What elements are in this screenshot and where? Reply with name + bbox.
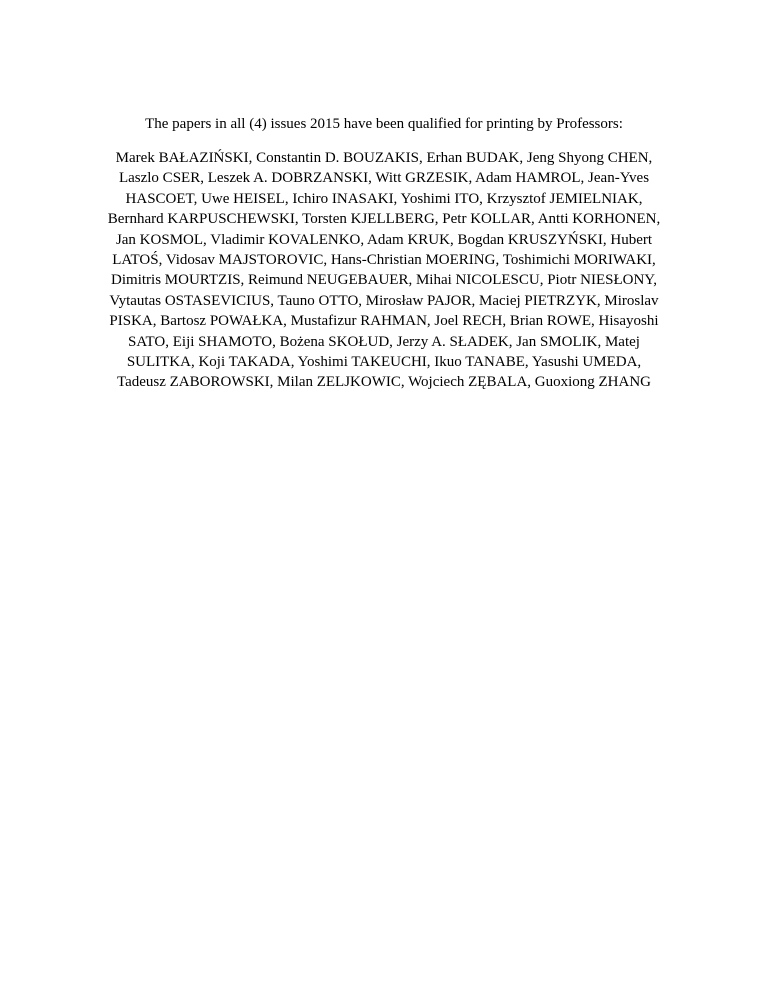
name-line: Laszlo CSER, Leszek A. DOBRZANSKI, Witt GRZESIK, Adam HAMROL, Jean-Yves [118,170,650,187]
name-line: Vytautas OSTASEVICIUS, Tauno OTTO, Mirosław PAJOR, Maciej PIETRZYK, Miroslav [109,292,659,309]
intro-sentence: The papers in all (4) issues 2015 have been qualified for printing by Professors: [145,116,623,132]
name-line: LATOŚ, Vidosav MAJSTOROVIC, Hans-Christian MOERING, Toshimichi MORIWAKI, [112,252,656,269]
professor-names [90,148,678,393]
name-line: Marek BAŁAZIŃSKI, Constantin D. BOUZAKIS, Erhan BUDAK, Jeng Shyong CHEN, [115,150,653,166]
name-line: SULITKA, Koji TAKADA, Yoshimi TAKEUCHI, Ikuo TANABE, Yasushi UMEDA, [126,354,642,371]
name-line: Jan KOSMOL, Vladimir KOVALENKO, Adam KRUK, Bogdan KRUSZYŃSKI, Hubert [115,231,653,248]
name-line: PISKA, Bartosz POWAŁKA, Mustafizur RAHMAN, Joel RECH, Brian ROWE, Hisayoshi [109,313,659,330]
name-line: Tadeusz ZABOROWSKI, Milan ZELJKOWIC, Wojciech ZĘBALA, Guoxiong ZHANG [116,374,652,391]
name-line: Dimitris MOURTZIS, Reimund NEUGEBAUER, Mihai NICOLESCU, Piotr NIESŁONY, [111,272,657,289]
name-line: HASCOET, Uwe HEISEL, Ichiro INASAKI, Yoshimi ITO, Krzysztof JEMIELNIAK, [125,190,643,207]
name-line: SATO, Eiji SHAMOTO, Bożena SKOŁUD, Jerzy A. SŁADEK, Jan SMOLIK, Matej [128,333,640,350]
name-line: Bernhard KARPUSCHEWSKI, Torsten KJELLBERG, Petr KOLLAR, Antti KORHONEN, [107,211,661,228]
